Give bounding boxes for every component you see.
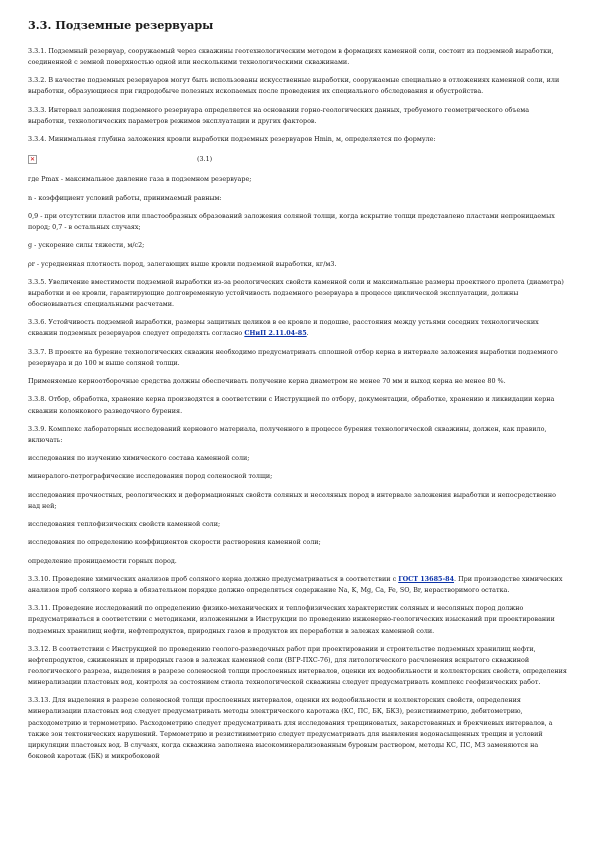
- paragraph-3-3-9: 3.3.9. Комплекс лабораторных исследований кернового материала, полученного в процессе бурения технологической скважины, должен, как правило, включать:: [28, 424, 547, 444]
- paragraph-3-3-7-core: Применяемые керноотборочные средства должны обеспечивать получение керна диаметром не менее 70 мм и выход керна не менее 80 %.: [28, 377, 506, 386]
- paragraph-3-3-5: 3.3.5. Увеличение вместимости подземной выработки из-за реологических свойств каменной соли и максимальные размеры проектного пролета (диаметра) выработки и ее кровли, гарантирующие долговременную устойчивость подземного резервуара в процессе циклической эксплуатации, должны обосновываться специальными расчетами.: [28, 277, 564, 309]
- paragraph-3-3-13: 3.3.13. Для выделения в разрезе соленосной толщи прослоенных интервалов, оценки их водообильности и коллекторских свойств, определения минерализации пластовых вод следует предусматривать методы электрического каротажа (КС, ПС, БК, БКЗ), резистивиметрию, дебитометрию, расходометрию и термометрию. Расходометрию следует предусматривать для исследования трещиноватых, закарстованных и брекчиевых интервалов, а также зон тектонических нарушений. Термометрию и резистивиметрию следует предусматривать для выявления водонасыщенных трещин и условий циркуляции пластовых вод. В случаях, когда скважина заполнена высокоминерализованным буровым раствором, методы КС, ПС, МЗ заменяются на боковой каротаж (БК) и микробоковой: [28, 696, 553, 760]
- list-item: минералого-петрографические исследования пород соленосной толщи;: [28, 472, 273, 481]
- list-item: определение проницаемости горных пород.: [28, 556, 177, 565]
- paragraph-3-3-1: 3.3.1. Подземный резервуар, сооружаемый через скважины геотехнологическим методом в формациях каменной соли, состоит из подземной выработки, соединенной с земной поверхностью одной или несколькими технологическими скважинами.: [28, 47, 554, 67]
- where-n: n - коэффициент условий работы, принимаемый равным:: [28, 193, 222, 202]
- paragraph-3-3-10: [28, 574, 567, 596]
- where-coefficients: 0,9 - при отсутствии пластов или пластообразных образований заложения соляной толщи, когда вскрытие толщи представлено пластами непроницаемых пород; 0,7 - в остальных случаях;: [28, 211, 555, 232]
- formula-row: [28, 152, 567, 166]
- where-g: g - ускорение силы тяжести, м/с2;: [28, 241, 145, 250]
- paragraph-3-3-10-text: 3.3.10. Проведение химических анализов проб соляного керна должно предусматриваться в соответствии с: [28, 574, 399, 583]
- gost-link[interactable]: ГОСТ 13685-84: [398, 574, 455, 583]
- paragraph-3-3-3: 3.3.3. Интервал заложения подземного резервуара определяется на основании горно-геологических данных, требуемого геометрического объема выработки, технологических параметров режимов эксплуатации и других факторов.: [28, 105, 530, 125]
- paragraph-3-3-11: 3.3.11. Проведение исследований по определению физико-механических и теплофизических характеристик соляных и несоляных пород должно предусматриваться в соответствии с методиками, изложенными в Инструкции по проведению инженерно-геологических изысканий при проектировании подземных хранилищ нефти, нефтепродуктов, природных газов в продуктов их переработки в залежах каменной соли.: [28, 604, 555, 635]
- paragraph-3-3-8: 3.3.8. Отбор, обработка, хранение керна производятся в соответствии с Инструкцией по отбору, документации, обработке, хранению и ликвидации керна скважин колонкового разведочного бурения.: [28, 395, 555, 415]
- list-item: исследования прочностных, реологических и деформационных свойств соляных и несоляных пород в интервале заложения выработки и непосредственно над ней;: [28, 490, 557, 510]
- where-rho: ρr - усредненная плотность пород, залегающих выше кровли подземной выработки, кг/м3.: [28, 259, 337, 268]
- where-pmax: где Pmax - максимальное давление газа в подземном резервуаре;: [28, 175, 252, 184]
- list-item: исследования теплофизических свойств каменной соли;: [28, 520, 221, 529]
- paragraph-3-3-10-end: . При производстве химических анализов проб соляного керна в обязательном порядке должно определяться содержание Na, K, Mg, Ca, Fe, SO, Br, нерастворимого остатка.: [28, 574, 563, 595]
- formula-number: (3.1): [197, 154, 213, 163]
- paragraph-3-3-4: 3.3.4. Минимальная глубина заложения кровли выработки подземных резервуаров Hmin, м, определяется по формуле:: [28, 135, 436, 144]
- paragraph-3-3-6-end: .: [306, 329, 309, 338]
- snip-link[interactable]: СНиП 2.11.04-85: [244, 329, 307, 338]
- paragraph-3-3-12: 3.3.12. В соответствии с Инструкцией по проведению геолого-разведочных работ при проектировании и строительстве подземных хранилищ нефти, нефтепродуктов, сжиженных и природных газов в залежах каменной соли (ВГР-ПХС-76), для литологического расчленения вскрытого скважиной геологического разреза, выделения в разрезе соленосной толщи прослоенных интервалов, оценки их водообильности и коллекторских свойств, определения минерализации пластовых вод, контроля за состоянием ствола технологической скважины следует предусматривать комплекс геофизических работ.: [28, 644, 567, 687]
- paragraph-3-3-2: 3.3.2. В качестве подземных резервуаров могут быть использованы искусственные выработки, сооружаемые специально в отложениях каменной соли, или выработки, образующиеся при гидродобыче полезных ископаемых после проведения их специального обследования и обустройства.: [28, 76, 560, 96]
- broken-image-icon: ✕: [29, 155, 36, 163]
- paragraph-3-3-7: 3.3.7. В проекте на бурение технологических скважин необходимо предусматривать сплошной отбор керна в интервале заложения выработки подземного резервуара и до 100 м выше соляной толщи.: [28, 347, 558, 367]
- list-item: исследования по изучению химического состава каменной соли;: [28, 454, 250, 463]
- paragraph-3-3-6: [28, 317, 567, 339]
- list-item: исследования по определению коэффициентов скорости растворения каменной соли;: [28, 538, 321, 547]
- paragraph-3-3-6-text: 3.3.6. Устойчивость подземной выработки, размеры защитных целиков в ее кровле и подошве, расстояния между устьями соседних технологических скважин подземных резервуаров следует определять согласно: [28, 318, 539, 338]
- page-title: 3.3. Подземные резервуары: [28, 18, 214, 32]
